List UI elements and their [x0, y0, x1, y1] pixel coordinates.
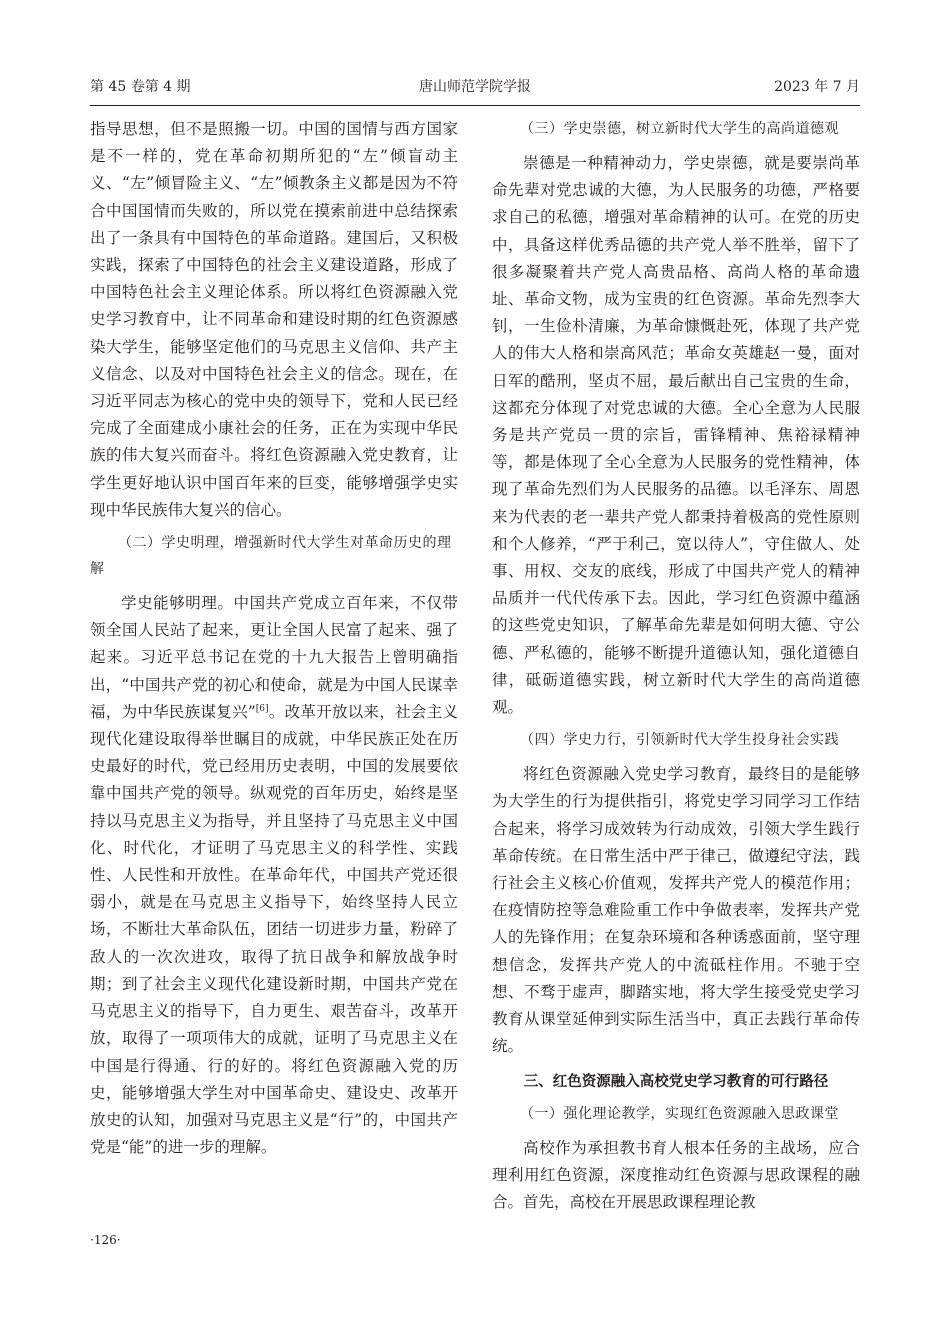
journal-volume-issue: 第 45 卷第 4 期 — [90, 79, 191, 95]
paragraph-theory-teaching: 高校作为承担教书育人根本任务的主战场，应合理利用红色资源，深度推动红色资源与思政课程的融合。首先，高校在开展思政课程理论教 — [492, 1138, 860, 1211]
paragraph-learning-history — [90, 590, 458, 1161]
paragraph-text-part1: 学史能够明理。中国共产党成立百年来，不仅带领全国人民站了起来，更让全国人民富了起来、强了起来。习近平总书记在党的十九大报告上曾明确指出，“中国共产党的初心和使命，就是为中国人民谋幸福，为中华民族谋复兴” — [90, 594, 458, 721]
paragraph-continued: 指导思想，但不是照搬一切。中国的国情与西方国家是不一样的，党在革命初期所犯的“左”倾盲动主义、“左”倾冒险主义、“左”倾教条主义都是因为不符合中国国情而失败的，所以党在摸索前进中总结探索出了一条具有中国特色的革命道路。建国后，又积极实践，探索了中国特色的社会主义建设道路，形成了中国特色社会主义理论体系。所以将红色资源融入党史学习教育中，让不同革命和建设时期的红色资源感染大学生，能够坚定他们的马克思主义信仰、共产主义信念、以及对中国特色社会主义的信念。现在，在习近平同志为核心的党中央的领导下，党和人民已经完成了全面建成小康社会的任务，正在为实现中华民族的伟大复兴而奋斗。将红色资源融入党史教育，让学生更好地认识中国百年来的巨变，能够增强学史实现中华民族伟大复兴的信心。 — [90, 120, 458, 519]
right-column — [492, 116, 860, 1216]
publication-date: 2023 年 7 月 — [774, 79, 860, 95]
page-number: ·126· — [90, 1233, 121, 1247]
citation-reference[interactable]: [6] — [255, 703, 269, 714]
subsection-heading-3: （三）学史崇德，树立新时代大学生的高尚道德观 — [520, 121, 839, 137]
subsection-heading-2: （二）学史明理，增强新时代大学生对革命历史的理解 — [90, 535, 452, 578]
subsection-heading-3-1: （一）强化理论教学，实现红色资源融入思政课堂 — [520, 1105, 839, 1122]
subsection-heading-4: （四）学史力行，引领新时代大学生投身社会实践 — [520, 732, 839, 749]
journal-title: 唐山师范学院学报 — [419, 79, 531, 95]
paragraph-practice: 将红色资源融入党史学习教育，最终目的是能够为大学生的行为提供指引，将党史学习同学习工作结合起来，将学习成效转为行动成效，引领大学生践行革命传统。在日常生活中严于律己，做遵纪守法，践行社会主义核心价值观，发挥共产党人的模范作用；在疫情防控等急难险重工作中争做表率，发挥共产党人的先锋作用；在复杂环境和各种诱惑面前，坚守理想信念，发挥共产党人的中流砥柱作用。不驰于空想、不骛于虚声，脚踏实地，将大学生接受党史学习教育从课堂延伸到实际生活当中，真正去践行革命传统。 — [492, 765, 860, 1056]
paragraph-text-part2: 。改革开放以来，社会主义现代化建设取得举世瞩目的成就，中华民族正处在历史最好的时代，党已经用历史表明，中国的发展要依靠中国共产党的领导。纵观党的百年历史，始终是坚持以马克思主义为指导，并且坚持了马克思主义中国化、时代化，才证明了马克思主义的科学性、实践性、人民性和开放性。在革命年代，中国共产党还很弱小，就是在马克思主义指导下，始终坚持人民立场，不断壮大革命队伍，团结一切进步力量，粉碎了敌人的一次次进攻，取得了抗日战争和解放战争时期；到了社会主义现代化建设新时期，中国共产党在马克思主义的指导下，自力更生、艰苦奋斗，改革开放，取得了一项项伟大的成就，证明了马克思主义在中国是行得通、行的好的。将红色资源融入党的历史，能够增强大学生对中国革命史、建设史、改革开放史的认知，加强对马克思主义是“行”的，中国共产党是“能”的进一步的理解。 — [90, 702, 458, 1157]
header-rule — [90, 105, 860, 106]
left-column — [90, 116, 458, 1161]
section-heading-3: 三、红色资源融入高校党史学习教育的可行路径 — [523, 1073, 829, 1090]
running-header — [90, 76, 860, 98]
paragraph-morality: 崇德是一种精神动力，学史崇德，就是要崇尚革命先辈对党忠诚的大德，为人民服务的功德，严格要求自己的私德，增强对革命精神的认可。在党的历史中，具备这样优秀品德的共产党人举不胜举，留下了很多凝聚着共产党人高贵品格、高尚人格的革命遗址、革命文物，成为宝贵的红色资源。革命先烈李大钊，一生俭朴清廉，为革命慷慨赴死，体现了共产党人的伟大人格和崇高风范；革命女英雄赵一曼，面对日军的酷刑，坚贞不屈，最后献出自己宝贵的生命，这都充分体现了对党忠诚的大德。全心全意为人民服务是共产党员一贯的宗旨，雷锋精神、焦裕禄精神等，都是体现了全心全意为人民服务的党性精神，体现了革命先烈们为人民服务的品德。以毛泽东、周恩来为代表的老一辈共产党人都秉持着极高的党性原则和个人修养，“严于利己，宽以待人”，守住做人、处事、用权、交友的底线，形成了中国共产党人的精神品质并一代代传承下去。因此，学习红色资源中蕴涵的这些党史知识，了解革命先辈是如何明大德、守公德、严私德的，能够不断提升道德认知，强化道德自律，砥砺道德实践，树立新时代大学生的高尚道德观。 — [492, 154, 860, 717]
